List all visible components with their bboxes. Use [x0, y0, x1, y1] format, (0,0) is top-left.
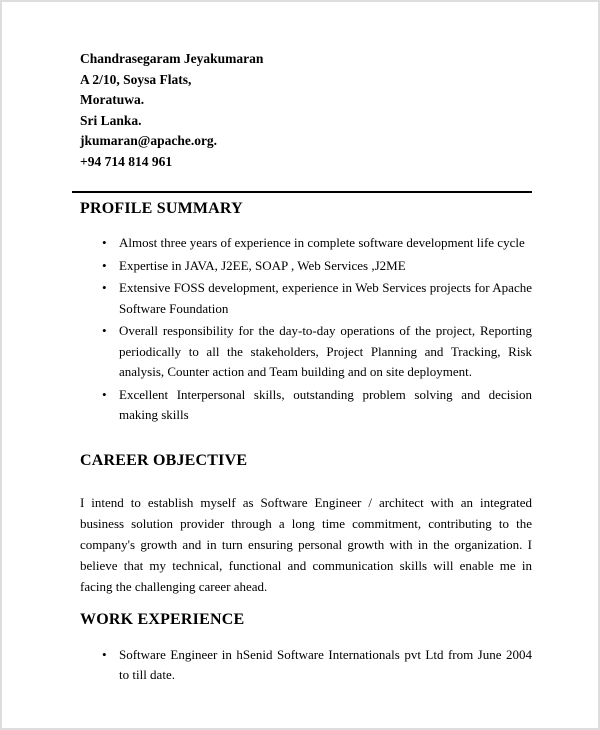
work-experience-bullet: • Software Engineer in hSenid Software Internationals pvt Ltd from June 2004 to till date. — [80, 645, 532, 686]
profile-summary-heading: PROFILE SUMMARY — [80, 200, 243, 217]
profile-summary-list — [80, 233, 532, 426]
contact-name: Chandrasegaram Jeyakumaran — [80, 51, 264, 66]
work-experience-heading: WORK EXPERIENCE — [80, 610, 245, 628]
profile-summary-bullet: • Overall responsibility for the day-to-day operations of the project, Reporting periodically to all the stakeholders, Project Planning and Tracking, Risk analysis, Counter action and Team building and on site deployment. — [80, 321, 532, 383]
profile-summary-bullet: • Expertise in JAVA, J2EE, SOAP , Web Services ,J2ME — [80, 256, 532, 277]
contact-address-line-3: Sri Lanka. — [80, 112, 142, 128]
section-work-experience — [80, 609, 532, 686]
section-profile-summary — [80, 198, 532, 426]
resume-content — [2, 2, 598, 686]
career-objective-heading: CAREER OBJECTIVE — [80, 451, 248, 469]
contact-address-line-2: Moratuwa. — [80, 92, 145, 107]
profile-summary-bullet: • Extensive FOSS development, experience in Web Services projects for Apache Software Foundation — [80, 278, 532, 319]
section-career-objective — [80, 450, 532, 597]
contact-header — [80, 2, 532, 172]
contact-email: jkumaran@apache.org. — [80, 133, 218, 148]
career-objective-paragraph: I intend to establish myself as Software Engineer / architect with an integrated business solution provider through a long time commitment, contributing to the company's growth and in turn ensuring personal growth with in the organization. I believe that my technical, functional and communication skills will enable me in facing the challenging career ahead. — [80, 494, 532, 594]
contact-phone: +94 714 814 961 — [80, 153, 173, 169]
profile-summary-bullet: • Almost three years of experience in complete software development life cycle — [80, 233, 532, 254]
contact-address-line-1: A 2/10, Soysa Flats, — [80, 71, 192, 87]
work-experience-list — [80, 645, 532, 686]
header-divider-rule — [72, 191, 532, 193]
profile-summary-bullet: • Excellent Interpersonal skills, outstanding problem solving and decision making skills — [80, 385, 532, 426]
